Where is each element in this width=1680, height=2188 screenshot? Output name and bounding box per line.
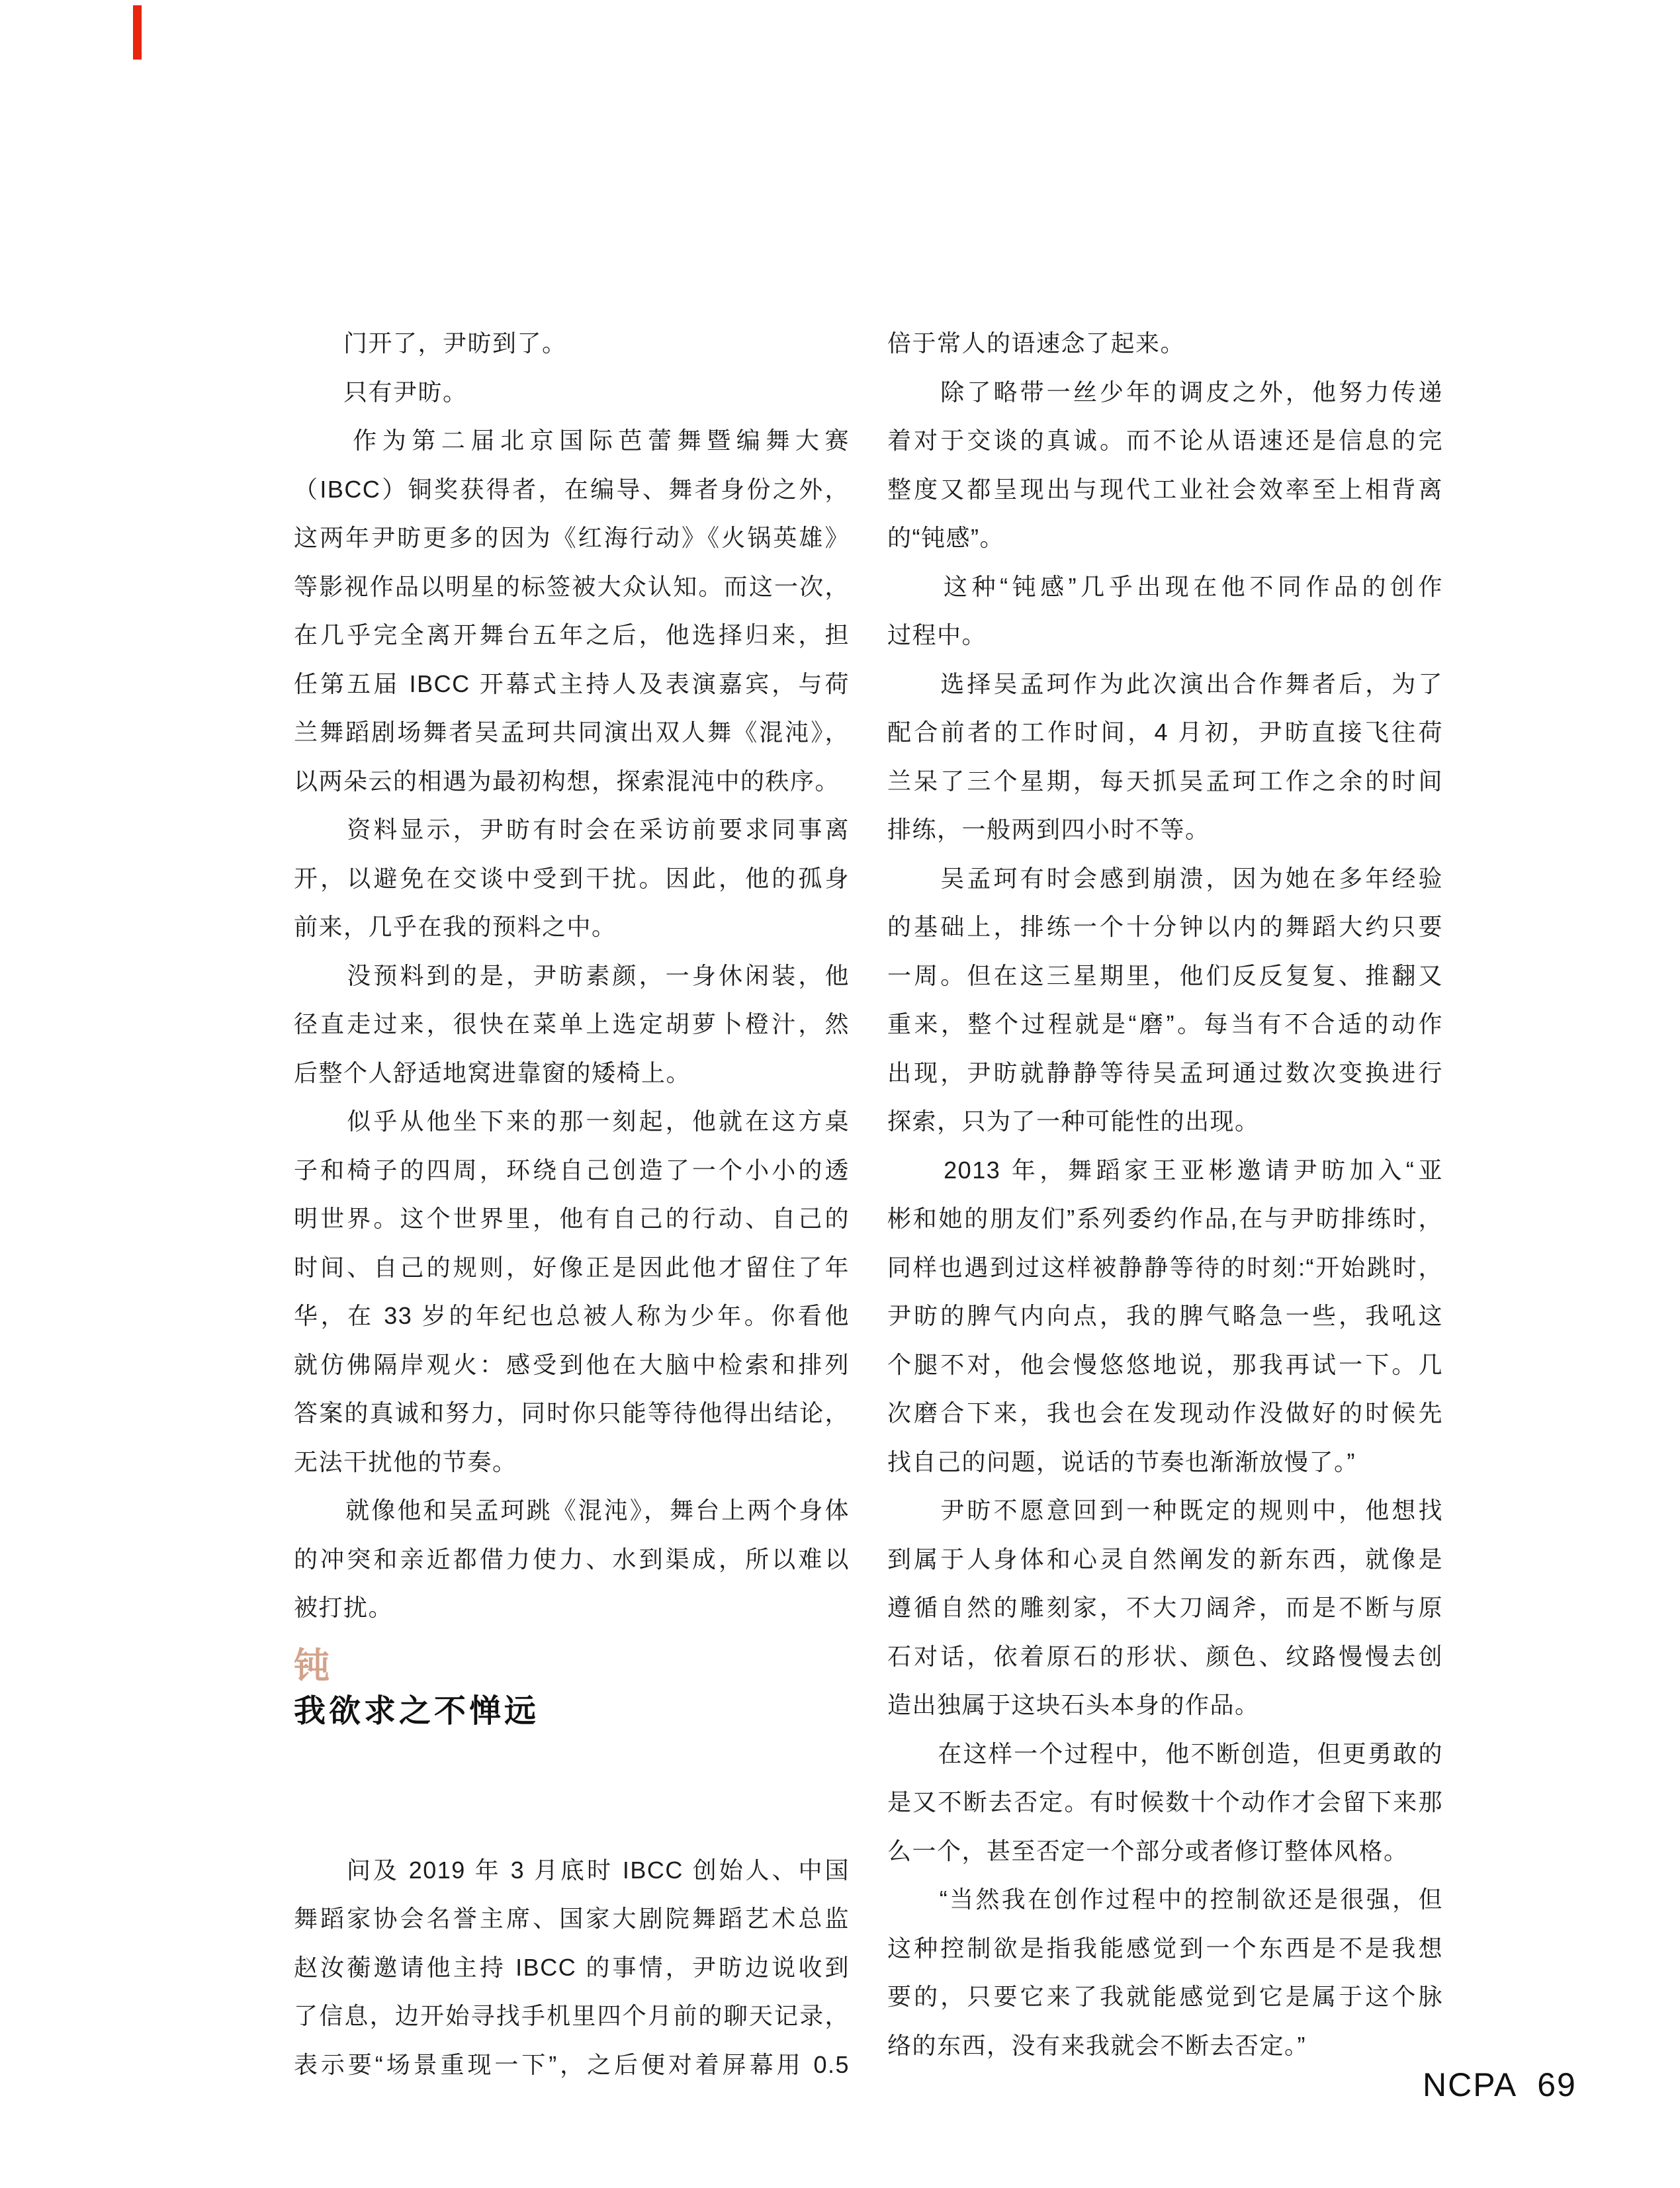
- text-line: 尹昉的脾气内向点，我的脾气略急一些，我吼这: [887, 1302, 1443, 1329]
- text-line: 没预料到的是，尹昉素颜，一身休闲装，他: [294, 961, 850, 989]
- text-line: 舞蹈家协会名誉主席、国家大剧院舞蹈艺术总监: [294, 1905, 850, 1932]
- text-line: 这种控制欲是指我能感觉到一个东西是不是我想: [887, 1934, 1443, 1962]
- text-line: “当然我在创作过程中的控制欲还是很强，但: [887, 1886, 1443, 1913]
- text-line: 就像他和吴孟珂跳《混沌》，舞台上两个身体: [294, 1497, 850, 1524]
- text-line: 的冲突和亲近都借力使力、水到渠成，所以难以: [294, 1545, 850, 1573]
- text-line: 了信息，边开始寻找手机里四个月前的聊天记录，: [294, 2002, 850, 2029]
- section-heading: [294, 1645, 850, 1730]
- text-line: 到属于人身体和心灵自然阐发的新东西，就像是: [887, 1545, 1443, 1573]
- text-line: 任第五届 IBCC 开幕式主持人及表演嘉宾，与荷: [294, 670, 850, 697]
- text-line: 过程中。: [887, 621, 987, 648]
- text-line: 重来，整个过程就是“磨”。每当有不合适的动作: [887, 1010, 1443, 1037]
- text-line: 无法干扰他的节奏。: [294, 1448, 517, 1475]
- text-line: 配合前者的工作时间，4 月初，尹昉直接飞往荷: [887, 719, 1443, 746]
- text-line: （IBCC）铜奖获得者，在编导、舞者身份之外，: [294, 475, 850, 503]
- page-footer: [1423, 2066, 1577, 2104]
- text-line: 只有尹昉。: [294, 378, 468, 406]
- text-line: 似乎从他坐下来的那一刻起，他就在这方桌: [294, 1108, 850, 1135]
- text-line: 着对于交谈的真诚。而不论从语速还是信息的完: [887, 427, 1443, 454]
- text-line: 兰舞蹈剧场舞者吴孟珂共同演出双人舞《混沌》，: [294, 719, 850, 746]
- text-line: 表示要“场景重现一下”，之后便对着屏幕用 0.5: [294, 2050, 850, 2078]
- section-title: 我欲求之不惮远: [294, 1693, 540, 1729]
- text-line: 明世界。这个世界里，他有自己的行动、自己的: [294, 1205, 850, 1232]
- text-line: 除了略带一丝少年的调皮之外，他努力传递: [887, 378, 1443, 406]
- text-line: 问及 2019 年 3 月底时 IBCC 创始人、中国: [294, 1856, 850, 1884]
- page-edge-red-mark: [133, 5, 142, 60]
- text-line: 倍于常人的语速念了起来。: [887, 329, 1186, 357]
- text-line: 络的东西，没有来我就会不断去否定。”: [887, 2031, 1306, 2059]
- text-line: 华，在 33 岁的年纪也总被人称为少年。你看他: [294, 1302, 850, 1329]
- text-line: 等影视作品以明星的标签被大众认知。而这一次，: [294, 572, 850, 600]
- text-line: 次磨合下来，我也会在发现动作没做好的时候先: [887, 1399, 1443, 1426]
- text-line: 造出独属于这块石头本身的作品。: [887, 1691, 1260, 1718]
- text-line: 2013 年，舞蹈家王亚彬邀请尹昉加入“亚: [887, 1156, 1443, 1184]
- text-line: 出现，尹昉就静静等待吴孟珂通过数次变换进行: [887, 1059, 1443, 1086]
- text-line: 石对话，依着原石的形状、颜色、纹路慢慢去创: [887, 1642, 1443, 1670]
- text-line: 尹昉不愿意回到一种既定的规则中，他想找: [887, 1497, 1443, 1524]
- text-line: 径直走过来，很快在菜单上选定胡萝卜橙汁，然: [294, 1010, 850, 1037]
- text-line: 被打扰。: [294, 1594, 394, 1621]
- text-line: 么一个，甚至否定一个部分或者修订整体风格。: [887, 1837, 1409, 1864]
- text-line: 开，以避免在交谈中受到干扰。因此，他的孤身: [294, 864, 850, 892]
- text-line: 彬和她的朋友们”系列委约作品,在与尹昉排练时，: [887, 1205, 1443, 1232]
- text-line: 赵汝蘅邀请他主持 IBCC 的事情，尹昉边说收到: [294, 1953, 850, 1981]
- text-line: 在这样一个过程中，他不断创造，但更勇敢的: [887, 1739, 1443, 1767]
- text-line: 吴孟珂有时会感到崩溃，因为她在多年经验: [887, 864, 1443, 892]
- text-line: 整度又都呈现出与现代工业社会效率至上相背离: [887, 475, 1443, 503]
- text-line: 这两年尹昉更多的因为《红海行动》《火锅英雄》: [294, 524, 850, 551]
- text-line: 作为第二届北京国际芭蕾舞暨编舞大赛: [294, 427, 850, 454]
- right-column: [887, 319, 1443, 2070]
- brand-label: NCPA: [1423, 2066, 1518, 2103]
- text-line: 选择吴孟珂作为此次演出合作舞者后，为了: [887, 670, 1443, 697]
- text-line: 答案的真诚和努力，同时你只能等待他得出结论，: [294, 1399, 850, 1426]
- text-line: 后整个人舒适地窝进靠窗的矮椅上。: [294, 1059, 691, 1086]
- text-line: 在几乎完全离开舞台五年之后，他选择归来，担: [294, 621, 850, 648]
- page-number: 69: [1537, 2066, 1577, 2103]
- right-column-paragraphs: [887, 319, 1443, 2070]
- text-line: 资料显示，尹昉有时会在采访前要求同事离: [294, 816, 850, 843]
- text-line: 遵循自然的雕刻家，不大刀阔斧，而是不断与原: [887, 1594, 1443, 1621]
- text-line: 子和椅子的四周，环绕自己创造了一个小小的透: [294, 1156, 850, 1184]
- text-line: 个腿不对，他会慢悠悠地说，那我再试一下。几: [887, 1350, 1443, 1378]
- left-column: [294, 319, 850, 2089]
- text-line: 的基础上，排练一个十分钟以内的舞蹈大约只要: [887, 913, 1443, 940]
- text-line: 以两朵云的相遇为最初构想，探索混沌中的秩序。: [294, 767, 840, 795]
- text-line: 兰呆了三个星期，每天抓吴孟珂工作之余的时间: [887, 767, 1443, 795]
- text-line: 一周。但在这三星期里，他们反反复复、推翻又: [887, 961, 1443, 989]
- text-line: 找自己的问题，说话的节奏也渐渐放慢了。”: [887, 1448, 1356, 1475]
- text-line: 这种“钝感”几乎出现在他不同作品的创作: [887, 572, 1443, 600]
- section-label: 钝: [294, 1645, 330, 1686]
- text-line: 前来，几乎在我的预料之中。: [294, 913, 617, 940]
- text-line: 排练，一般两到四小时不等。: [887, 816, 1210, 843]
- text-line: 同样也遇到过这样被静静等待的时刻:“开始跳时，: [887, 1253, 1443, 1281]
- text-line: 时间、自己的规则，好像正是因此他才留住了年: [294, 1253, 850, 1281]
- text-line: 就仿佛隔岸观火：感受到他在大脑中检索和排列: [294, 1350, 850, 1378]
- text-line: 的“钝感”。: [887, 524, 1004, 551]
- text-line: 探索，只为了一种可能性的出现。: [887, 1108, 1260, 1135]
- text-line: 要的，只要它来了我就能感觉到它是属于这个脉: [887, 1983, 1443, 2010]
- text-line: 门开了，尹昉到了。: [294, 329, 567, 357]
- left-column-paragraphs-top: [294, 319, 850, 1632]
- text-line: 是又不断去否定。有时候数十个动作才会留下来那: [887, 1788, 1443, 1816]
- left-column-paragraphs-bottom: [294, 1846, 850, 2089]
